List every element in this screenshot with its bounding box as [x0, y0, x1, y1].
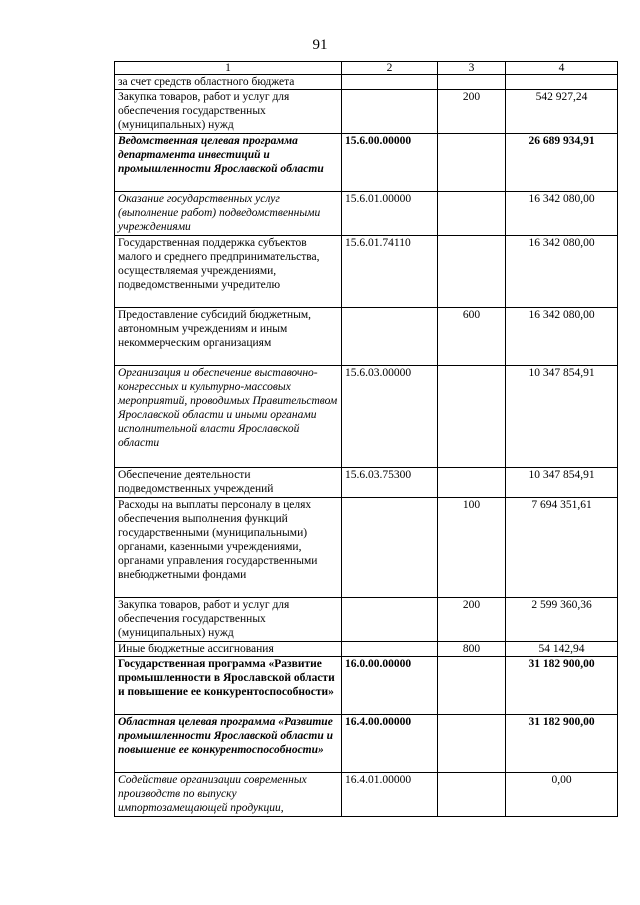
row-type-cell — [438, 192, 506, 236]
row-code-cell: 15.6.03.00000 — [342, 366, 438, 468]
row-code-cell: 15.6.03.75300 — [342, 468, 438, 498]
row-sum-cell: 16 342 080,00 — [506, 236, 618, 308]
page-number: 91 — [312, 37, 328, 53]
row-sum-cell: 16 342 080,00 — [506, 308, 618, 366]
row-name-cell: Государственная поддержка субъектов малого и среднего предпринимательства, осуществляемая учреждениями, подведомственными учредителю — [115, 236, 342, 308]
row-name-cell: Закупка товаров, работ и услуг для обеспечения государственных (муниципальных) нужд — [115, 90, 342, 134]
column-header: 2 — [342, 62, 438, 75]
row-type-cell: 600 — [438, 308, 506, 366]
row-sum-cell: 2 599 360,36 — [506, 598, 618, 642]
row-name-cell: Оказание государственных услуг (выполнение работ) подведомственными учреждениями — [115, 192, 342, 236]
row-sum-cell: 16 342 080,00 — [506, 192, 618, 236]
table-row — [115, 498, 618, 598]
table-row — [115, 468, 618, 498]
row-code-cell — [342, 75, 438, 90]
row-type-cell — [438, 134, 506, 192]
row-sum-cell: 31 182 900,00 — [506, 715, 618, 773]
table-row — [115, 75, 618, 90]
row-name-cell: Обеспечение деятельности подведомственных учреждений — [115, 468, 342, 498]
table-row — [115, 773, 618, 817]
row-name-cell: Предоставление субсидий бюджетным, автономным учреждениям и иным некоммерческим организациям — [115, 308, 342, 366]
row-code-cell — [342, 308, 438, 366]
budget-table — [114, 61, 618, 817]
row-type-cell: 200 — [438, 90, 506, 134]
row-name-cell: за счет средств областного бюджета — [115, 75, 342, 90]
table-header-row — [115, 62, 618, 75]
row-sum-cell: 7 694 351,61 — [506, 498, 618, 598]
row-code-cell: 16.4.01.00000 — [342, 773, 438, 817]
row-sum-cell: 542 927,24 — [506, 90, 618, 134]
row-code-cell — [342, 598, 438, 642]
table-row — [115, 715, 618, 773]
row-sum-cell: 10 347 854,91 — [506, 468, 618, 498]
row-type-cell — [438, 715, 506, 773]
row-name-cell: Организация и обеспечение выставочно-конгрессных и культурно-массовых мероприятий, проводимых Правительством Ярославской области и иными органами исполнительной власти Ярославской области — [115, 366, 342, 468]
row-sum-cell — [506, 75, 618, 90]
table-row — [115, 366, 618, 468]
row-sum-cell: 10 347 854,91 — [506, 366, 618, 468]
table-row — [115, 192, 618, 236]
table-row — [115, 134, 618, 192]
row-sum-cell: 26 689 934,91 — [506, 134, 618, 192]
row-type-cell — [438, 657, 506, 715]
row-type-cell — [438, 366, 506, 468]
column-header: 4 — [506, 62, 618, 75]
table-row — [115, 642, 618, 657]
row-code-cell — [342, 498, 438, 598]
row-type-cell: 200 — [438, 598, 506, 642]
table-row — [115, 236, 618, 308]
row-code-cell — [342, 642, 438, 657]
table-row — [115, 90, 618, 134]
row-name-cell: Областная целевая программа «Развитие промышленности Ярославской области и повышение ее конкурентоспособности» — [115, 715, 342, 773]
row-code-cell: 15.6.01.00000 — [342, 192, 438, 236]
row-type-cell — [438, 773, 506, 817]
row-code-cell: 16.4.00.00000 — [342, 715, 438, 773]
row-type-cell: 100 — [438, 498, 506, 598]
column-header: 3 — [438, 62, 506, 75]
row-sum-cell: 0,00 — [506, 773, 618, 817]
row-code-cell: 15.6.01.74110 — [342, 236, 438, 308]
row-name-cell: Ведомственная целевая программа департамента инвестиций и промышленности Ярославской области — [115, 134, 342, 192]
row-name-cell: Расходы на выплаты персоналу в целях обеспечения выполнения функций государственными (муниципальными) органами, казенными учреждениями, органами управления государственными внебюджетными фондами — [115, 498, 342, 598]
row-name-cell: Государственная программа «Развитие промышленности в Ярославской области и повышение ее конкурентоспособности» — [115, 657, 342, 715]
row-type-cell — [438, 468, 506, 498]
row-name-cell: Иные бюджетные ассигнования — [115, 642, 342, 657]
row-code-cell: 16.0.00.00000 — [342, 657, 438, 715]
row-sum-cell: 54 142,94 — [506, 642, 618, 657]
row-name-cell: Закупка товаров, работ и услуг для обеспечения государственных (муниципальных) нужд — [115, 598, 342, 642]
table-row — [115, 598, 618, 642]
table-row — [115, 308, 618, 366]
row-name-cell: Содействие организации современных производств по выпуску импортозамещающей продукции, — [115, 773, 342, 817]
row-code-cell: 15.6.00.00000 — [342, 134, 438, 192]
row-type-cell: 800 — [438, 642, 506, 657]
row-type-cell — [438, 75, 506, 90]
row-code-cell — [342, 90, 438, 134]
column-header: 1 — [115, 62, 342, 75]
row-sum-cell: 31 182 900,00 — [506, 657, 618, 715]
row-type-cell — [438, 236, 506, 308]
table-row — [115, 657, 618, 715]
